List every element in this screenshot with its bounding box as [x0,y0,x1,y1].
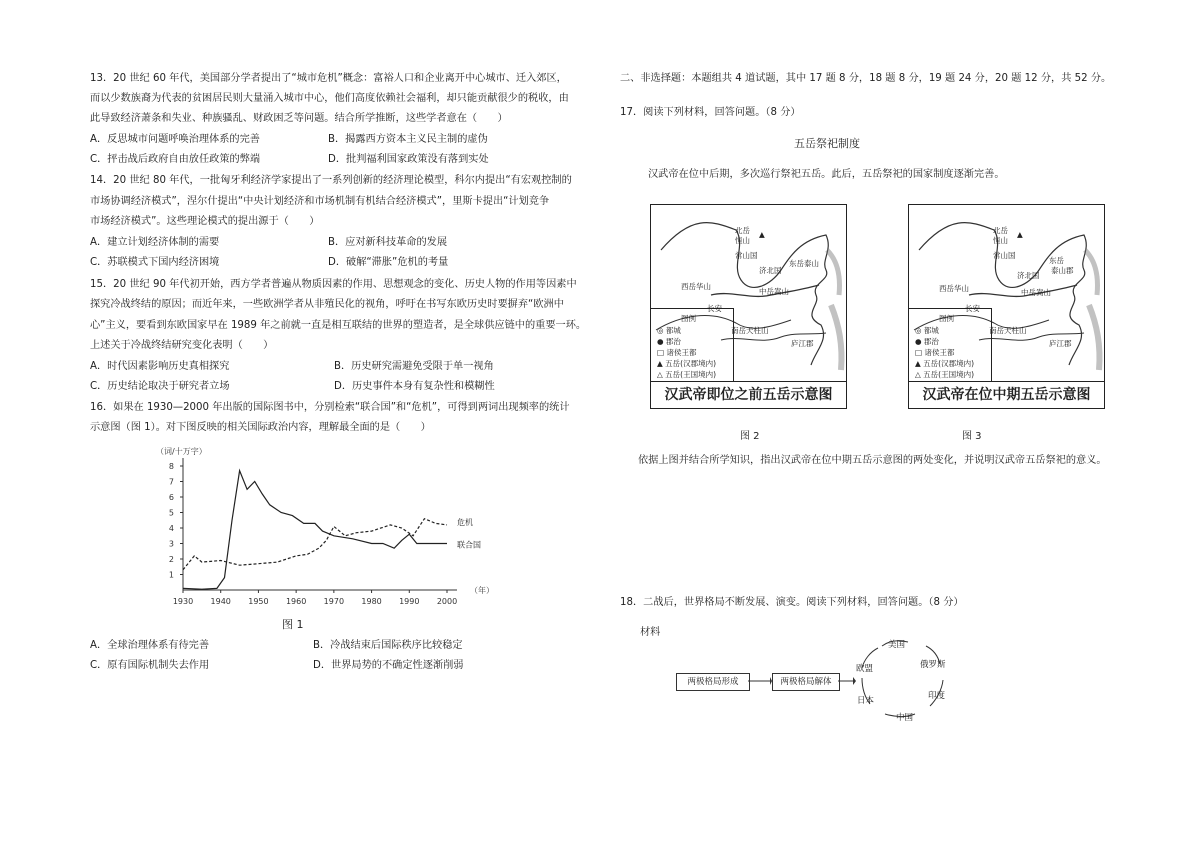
map2-jibei: 济北国 [1017,271,1040,280]
q15-option-d: D．历史事件本身有复杂性和模糊性 [334,381,495,392]
map1-lujiang: 庐江郡 [791,339,814,348]
x-tick-label: 1970 [323,597,345,606]
x-tick-label: 1950 [248,597,269,606]
q16-line2: 示意图（图 1）。对下图反映的相关国际政治内容，理解最全面的是（ ） [90,422,431,433]
q15-option-c: C．历史结论取决于研究者立场 [90,381,230,392]
y-tick-label: 1 [168,570,174,580]
q13-line3: 此导致经济萧条和失业、种族骚乱、财政困乏等问题。结合所学推断，这些学者意在（ ） [90,113,508,124]
legend-title: 图例 [939,314,954,323]
node-usa: 美国 [888,640,906,650]
q16-line1: 16．如果在 1930—2000 年出版的国际图书中，分别检索“联合国”和“危机”，可得到两词出现频率的统计 [90,402,570,413]
q16-option-d: D．世界局势的不确定性逐渐削弱 [313,660,464,671]
legend-capital: ◎ 都城 [657,326,681,335]
figure-3-caption: 图 3 [962,431,982,442]
line-chart-figure-1 [150,442,500,612]
q17-heading: 17．阅读下列材料，回答问题。（8 分） [620,107,801,118]
legend-mountain-han: ▲ 五岳(汉郡境内) [915,359,975,368]
y-axis-label: （词/十万字） [156,447,207,456]
y-tick-label: 7 [168,477,174,487]
node-china: 中国 [896,713,914,723]
q17-question: 依据上图并结合所学知识，指出汉武帝在位中期五岳示意图的两处变化，并说明汉武帝五岳祭祀的意义。 [638,455,1107,466]
q14-option-a: A．建立计划经济体制的需要 [90,237,220,248]
section-2-heading: 二、非选择题：本题组共 4 道试题，其中 17 题 8 分，18 题 8 分，19 题 24 分，20 题 12 分，共 52 分。 [620,73,1112,84]
map-mid-reign [908,204,1105,409]
q13-option-b: B．揭露西方资本主义民主制的虚伪 [328,134,488,145]
q15-line4: 上述关于冷战终结研究变化表明（ ） [90,340,274,351]
q16-option-b: B．冷战结束后国际秩序比较稳定 [313,640,463,651]
legend-commandery: ● 郡治 [915,337,939,346]
x-tick-label: 1990 [399,597,420,606]
node-india: 印度 [928,691,946,701]
q14-line1: 14．20 世纪 80 年代，一批匈牙利经济学家提出了一系列创新的经济理论模型，科尔内提出“有宏观控制的 [90,175,572,186]
q15-option-b: B．历史研究需避免受限于单一视角 [334,361,494,372]
map2-west: 西岳华山 [939,284,969,293]
q16-option-c: C．原有国际机制失去作用 [90,660,210,671]
map1-north: 北岳 [735,226,750,235]
legend-mountain-kingdom: △ 五岳(王国境内) [915,370,975,379]
q18-heading: 18．二战后，世界格局不断发展、演变。阅读下列材料，回答问题。（8 分） [620,597,964,608]
map2-changan: 长安 [965,304,980,313]
q14-option-b: B．应对新科技革命的发展 [328,237,448,248]
legend-vassal: □ 诸侯王都 [657,348,697,357]
y-tick-label: 8 [168,462,174,471]
legend-commandery: ● 郡治 [657,337,681,346]
map1-changan: 长安 [707,304,722,313]
y-tick-label: 6 [168,493,174,502]
map1-west: 西岳华山 [681,282,711,291]
q17-material-text: 汉武帝在位中后期，多次巡行祭祀五岳。此后，五岳祭祀的国家制度逐渐完善。 [648,169,1005,180]
map1-south: 南岳天柱山 [731,326,769,335]
series-line-1 [183,519,447,570]
map2-north2: 恒山 [993,236,1008,245]
node-eu: 欧盟 [856,664,874,674]
x-tick-label: 2000 [436,597,458,606]
q13-option-d: D．批判福利国家政策没有落到实处 [328,154,489,165]
y-tick-label: 2 [168,555,174,564]
x-tick-label: 1940 [210,597,231,606]
map2-lujiang: 庐江郡 [1049,339,1072,348]
box-bipolar-formed: 两极格局形成 [676,673,750,691]
legend-vassal: □ 诸侯王都 [915,348,955,357]
y-tick-label: 3 [168,539,174,549]
x-axis-label: （年） [470,586,494,595]
legend-title: 图例 [681,314,696,323]
legend-mountain-han: ▲ 五岳(汉郡境内) [657,359,717,368]
box-bipolar-ended: 两极格局解体 [772,673,840,691]
map2-north: 北岳 [993,226,1008,235]
q16-option-a: A．全球治理体系有待完善 [90,640,210,651]
y-tick-label: 5 [168,508,174,518]
q13-line2: 而以少数族裔为代表的贫困居民则大量涌入城市中心，他们高度依赖社会福利，却只能贡献很少的税收，由 [90,93,569,104]
q14-line2: 市场协调经济模式”，涅尔什提出“中央计划经济和市场机制有机结合经济模式”，里斯卡提出“计划竞争 [90,196,550,207]
map1-center: 中岳嵩山 [759,287,789,296]
node-russia: 俄罗斯 [920,660,946,670]
q13-line1: 13．20 世纪 60 年代，美国部分学者提出了“城市危机”概念：富裕人口和企业离开中心城市、迁入郊区， [90,73,567,84]
q15-option-a: A．时代因素影响历史真相探究 [90,361,230,372]
map2-center: 中岳嵩山 [1021,288,1051,297]
q15-line3: 心”主义，要看到东欧国家早在 1989 年之前就一直是相互联结的世界的塑造者，是全球供应链中的重要一环。 [90,320,587,331]
q14-option-d: D．破解“滞胀”危机的考量 [328,257,449,268]
map1-legend [651,308,734,381]
map1-jibei: 济北国 [759,266,782,275]
map2-east: 东岳 [1049,256,1064,265]
map1-east: 东岳泰山 [789,259,819,268]
node-japan: 日本 [857,696,875,706]
series-line-0 [183,471,447,590]
map2-changshan: 常山国 [993,251,1016,260]
q13-option-c: C．抨击战后政府自由放任政策的弊端 [90,154,261,165]
q14-option-c: C．苏联模式下国内经济困境 [90,257,220,268]
series-label-1: 危机 [457,517,473,527]
map-before-reign [650,204,847,409]
figure-1-caption: 图 1 [282,618,304,631]
legend-mountain-kingdom: △ 五岳(王国境内) [657,370,717,379]
x-tick-label: 1980 [361,597,382,606]
map2-mountain-icon: ▲ [1017,230,1023,239]
q15-line1: 15．20 世纪 90 年代初开始，西方学者普遍从物质因素的作用、思想观念的变化、历史人物的作用等因素中 [90,279,577,290]
map2-legend [909,308,992,381]
q18-material-label: 材料 [640,627,661,638]
map1-mountain-icon: ▲ [759,230,765,239]
q15-line2: 探究冷战终结的原因；而近年来，一些欧洲学者从非殖民化的视角，呼吁在书写东欧历史时要摒弃“欧洲中 [90,299,564,310]
q17-subtitle: 五岳祭祀制度 [794,137,860,150]
q13-option-a: A．反思城市问题呼唤治理体系的完善 [90,134,260,145]
map1-caption: 汉武帝即位之前五岳示意图 [651,381,846,408]
map1-changshan: 常山国 [735,251,758,260]
q14-line3: 市场经济模式”。这些理论模式的提出源于（ ） [90,216,320,227]
map1-north2: 恒山 [735,236,750,245]
series-label-0: 联合国 [457,540,481,550]
x-tick-label: 1960 [285,597,307,606]
figure-2-caption: 图 2 [740,431,760,442]
y-tick-label: 4 [168,524,174,533]
map2-caption: 汉武帝在位中期五岳示意图 [909,381,1104,408]
x-tick-label: 1930 [172,597,194,606]
map2-east2: 泰山郡 [1051,266,1074,275]
map2-south: 南岳天柱山 [989,326,1027,335]
legend-capital: ◎ 都城 [915,326,939,335]
